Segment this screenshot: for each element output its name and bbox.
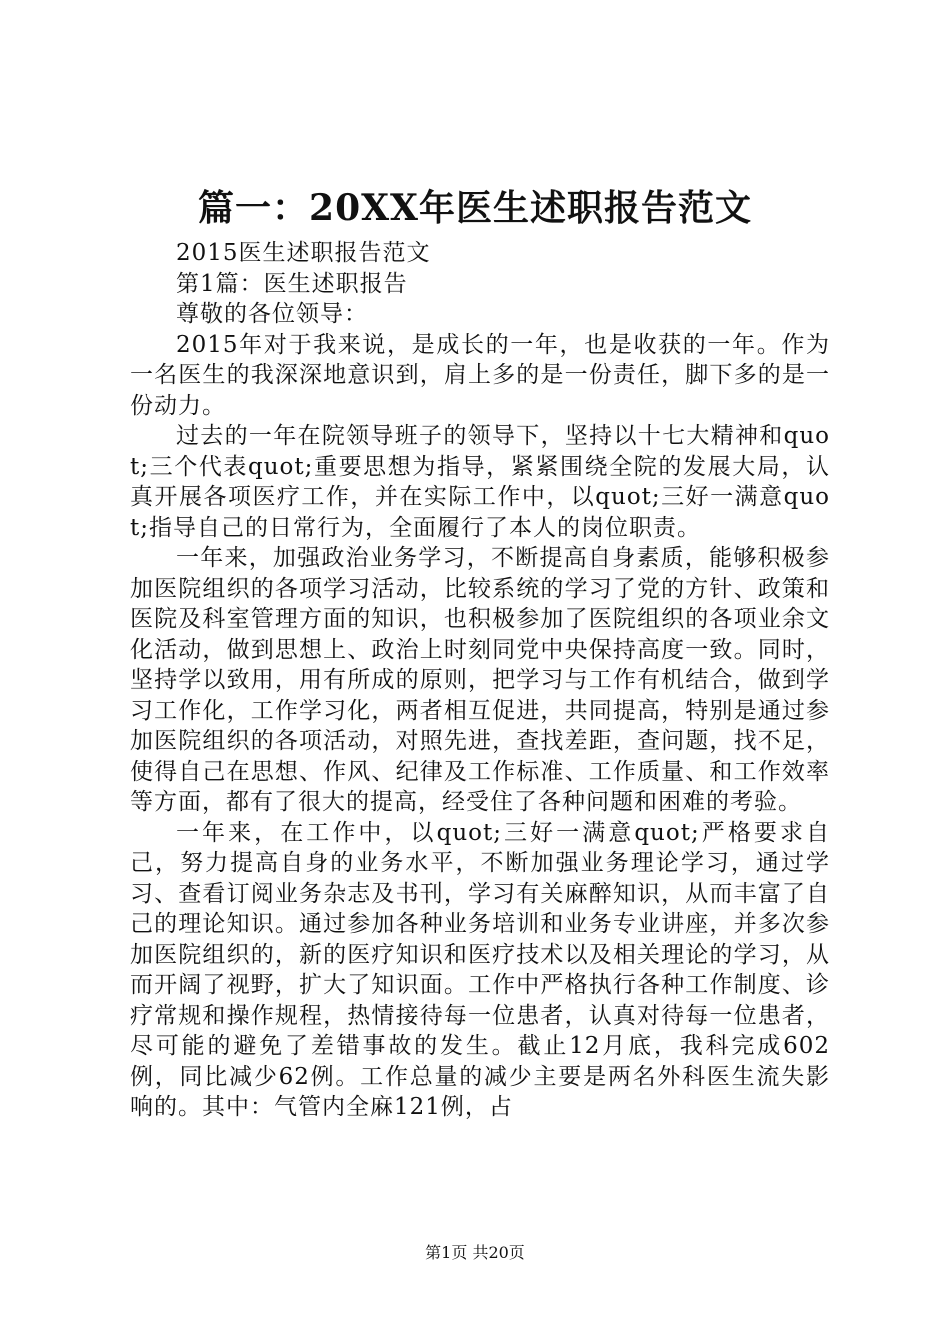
page-number-footer: 第1页 共20页 xyxy=(425,1243,525,1262)
document-body xyxy=(130,238,830,1123)
paragraph-chapter-heading: 第1篇：医生述职报告 xyxy=(176,270,408,297)
paragraph-subtitle: 2015医生述职报告范文 xyxy=(176,240,431,266)
document-title: 篇一：20XX年医生述职报告范文 xyxy=(198,187,752,229)
paragraph-body: 一年来，加强政治业务学习，不断提高自身素质，能够积极参加医院组织的各项学习活动，比较系统的学习了党的方针、政策和医院及科室管理方面的知识，也积极参加了医院组织的各项业余文化活动，做到思想上、政治上时刻同党中央保持高度一致。同时，坚持学以致用，用有所成的原则，把学习与工作有机结合，做到学习工作化，工作学习化，两者相互促进，共同提高，特别是通过参加医院组织的各项活动，对照先进，查找差距，查问题，找不足，使得自己在思想、作风、纪律及工作标准、工作质量、和工作效率等方面，都有了很大的提高，经受住了各种问题和困难的考验。 xyxy=(130,545,830,815)
paragraph-salutation: 尊敬的各位领导： xyxy=(176,301,368,327)
paragraph-body: 过去的一年在院领导班子的领导下，坚持以十七大精神和quot;三个代表quot;重要思想为指导，紧紧围绕全院的发展大局，认真开展各项医疗工作，并在实际工作中，以quot;三好一满意quot;指导自己的日常行为，全面履行了本人的岗位职责。 xyxy=(130,423,830,541)
paragraph-body: 2015年对于我来说，是成长的一年，也是收获的一年。作为一名医生的我深深地意识到，肩上多的是一份责任，脚下多的是一份动力。 xyxy=(130,331,830,419)
paragraph-body: 一年来，在工作中，以quot;三好一满意quot;严格要求自己，努力提高自身的业务水平，不断加强业务理论学习，通过学习、查看订阅业务杂志及书刊，学习有关麻醉知识，从而丰富了自己的理论知识。通过参加各种业务培训和业务专业讲座，并多次参加医院组织的，新的医疗知识和医疗技术以及相关理论的学习，从而开阔了视野，扩大了知识面。工作中严格执行各种工作制度、诊疗常规和操作规程，热情接待每一位患者，认真对待每一位患者，尽可能的避免了差错事故的发生。截止12月底，我科完成602例，同比减少62例。工作总量的减少主要是两名外科医生流失影响的。其中：气管内全麻121例，占 xyxy=(130,819,830,1120)
